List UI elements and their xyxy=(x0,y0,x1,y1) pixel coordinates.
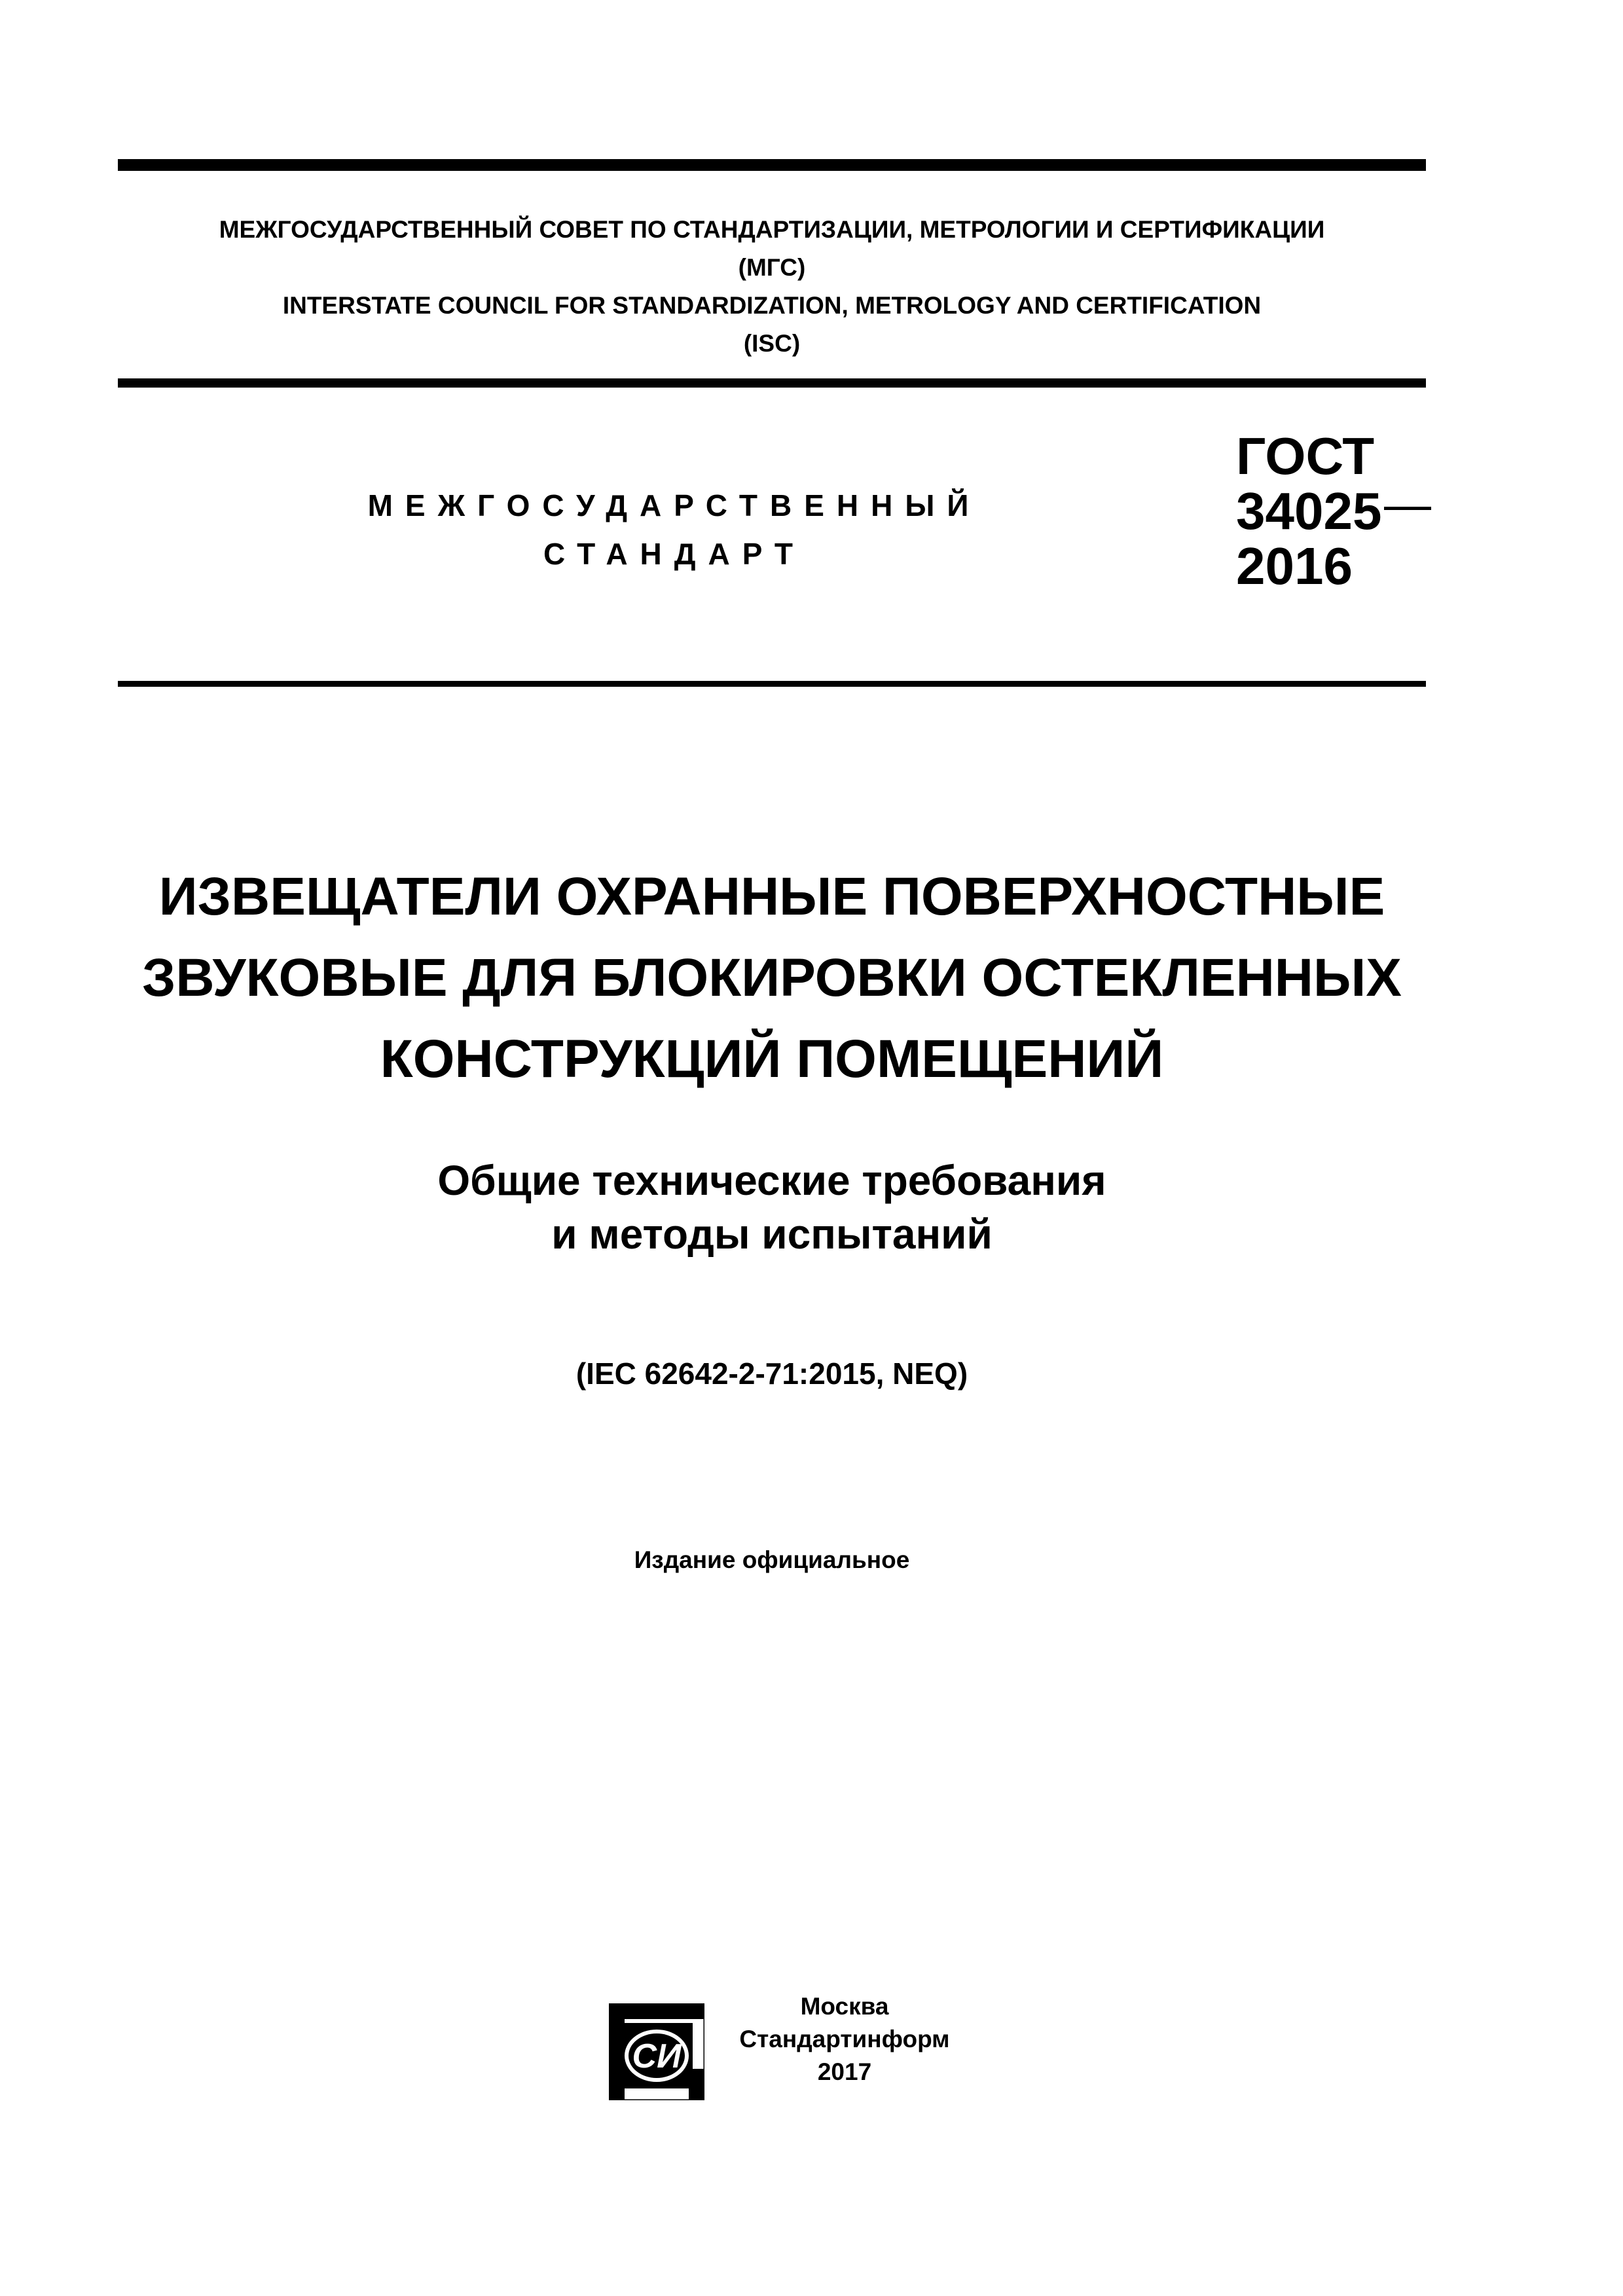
imprint-city: Москва xyxy=(800,1993,889,2020)
standard-kind-line2: СТАНДАРТ xyxy=(543,537,805,571)
council-ru-abbr: (МГС) xyxy=(738,254,806,281)
document-title xyxy=(118,856,1426,1100)
standard-kind-line1: МЕЖГОСУДАРСТВЕННЫЙ xyxy=(367,488,981,522)
imprint xyxy=(720,1990,969,2088)
title-line3: КОНСТРУКЦИЙ ПОМЕЩЕНИЙ xyxy=(380,1029,1164,1089)
council-en-abbr: (ISC) xyxy=(743,330,801,357)
imprint-publisher: Стандартинформ xyxy=(739,2026,950,2052)
edition-note: Издание официальное xyxy=(634,1546,910,1573)
bottom-rule xyxy=(118,681,1426,687)
imprint-year: 2017 xyxy=(817,2058,872,2085)
middle-rule xyxy=(118,378,1426,388)
subtitle-line1: Общие технические требования xyxy=(437,1157,1106,1204)
gost-prefix: ГОСТ xyxy=(1236,427,1375,485)
council-ru-name: МЕЖГОСУДАРСТВЕННЫЙ СОВЕТ ПО СТАНДАРТИЗАЦИИ, МЕТРОЛОГИИ И СЕРТИФИКАЦИИ xyxy=(219,216,1325,243)
gost-year: 2016 xyxy=(1236,537,1353,595)
standard-kind xyxy=(282,481,1067,578)
standartinform-logo-icon xyxy=(609,2003,704,2100)
top-rule xyxy=(118,159,1426,171)
gost-dash xyxy=(1384,507,1431,510)
council-header xyxy=(118,211,1426,363)
gost-number: 34025 xyxy=(1236,482,1382,540)
iec-reference: (IEC 62642-2-71:2015, NEQ) xyxy=(575,1357,968,1391)
subtitle-line2: и методы испытаний xyxy=(551,1211,993,1258)
title-line1: ИЗВЕЩАТЕЛИ ОХРАННЫЕ ПОВЕРХНОСТНЫЕ xyxy=(158,867,1385,926)
title-line2: ЗВУКОВЫЕ ДЛЯ БЛОКИРОВКИ ОСТЕКЛЕННЫХ xyxy=(142,948,1402,1008)
council-en-name: INTERSTATE COUNCIL FOR STANDARDIZATION, METROLOGY AND CERTIFICATION xyxy=(282,292,1262,319)
svg-text:СИ: СИ xyxy=(632,2037,682,2075)
gost-designation xyxy=(1236,429,1431,594)
document-subtitle xyxy=(118,1154,1426,1261)
